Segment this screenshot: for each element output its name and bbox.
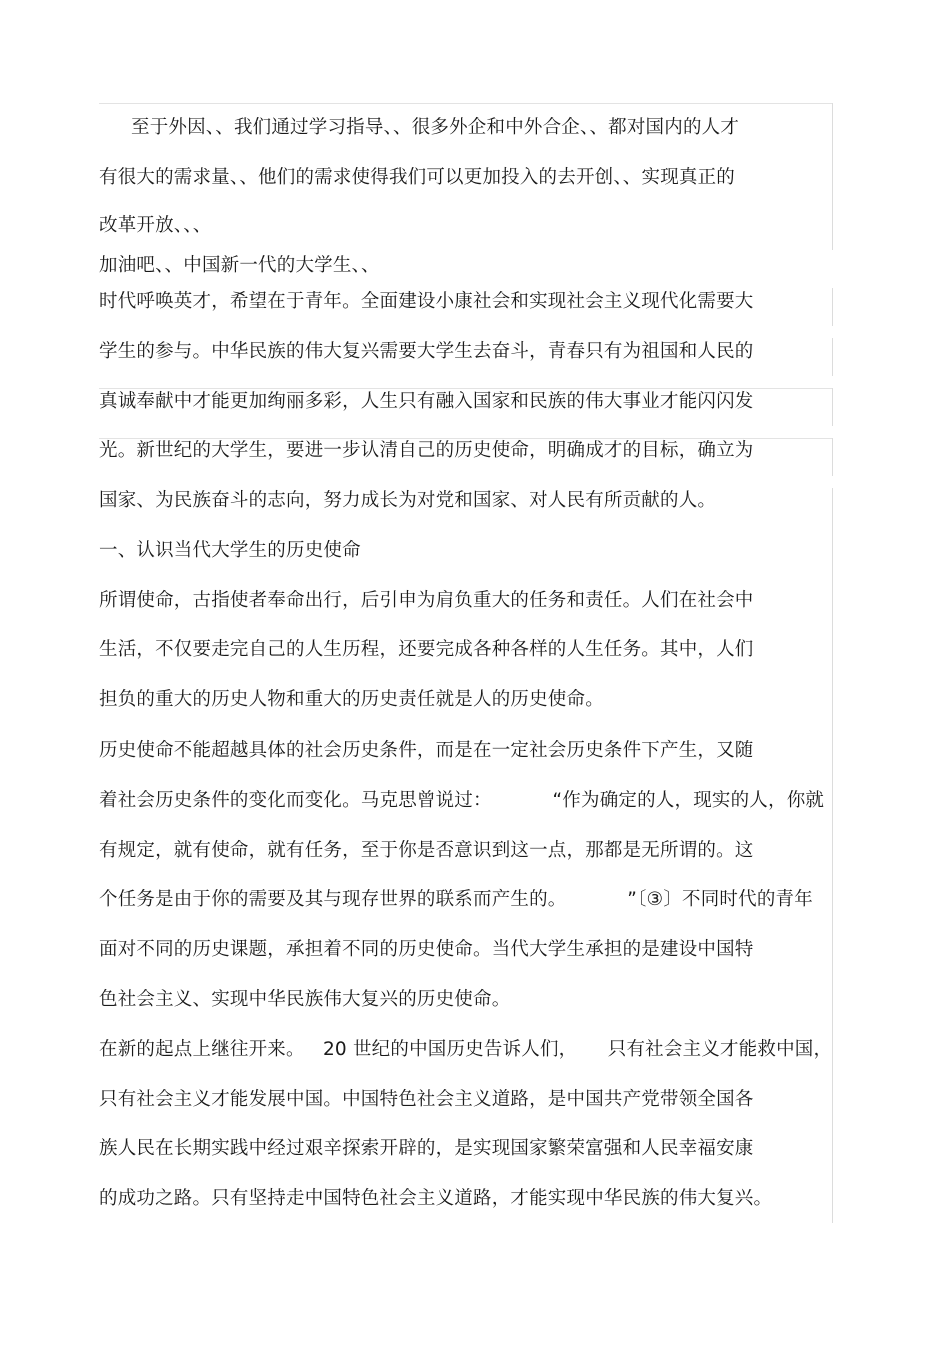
right-rule-2 [832,288,833,326]
paragraph-line-1: 至于外因、、我们通过学习指导、、很多外企和中外合企、、都对国内的人才 [131,117,740,138]
right-rule-6 [832,488,833,1223]
paragraph-line-23: 的成功之路。只有坚持走中国特色社会主义道路，才能实现中华民族的伟大复兴。 [99,1188,773,1209]
mid-rule-1 [99,388,833,389]
paragraph-line-19: 色社会主义、实现中华民族伟大复兴的历史使命。 [99,989,511,1010]
paragraph-line-22: 族人民在长期实践中经过艰辛探索开辟的，是实现国家繁荣富强和人民幸福安康 [99,1138,754,1159]
paragraph-line-2: 有很大的需求量、、他们的需求使得我们可以更加投入的去开创、、实现真正的 [99,167,736,188]
paragraph-line-18: 面对不同的历史课题，承担着不同的历史使命。当代大学生承担的是建设中国特 [99,939,754,960]
paragraph-line-15: 着社会历史条件的变化而变化。马克思曾说过： “作为确定的人，现实的人，你就 [99,790,825,811]
paragraph-line-20: 在新的起点上继往开来。 20 世纪的中国历史告诉人们， 只有社会主义才能救中国， [99,1039,833,1060]
paragraph-line-4: 加油吧、、中国新一代的大学生、、 [99,255,380,276]
right-rule-1 [832,103,833,250]
right-rule-5 [832,438,833,476]
paragraph-line-14: 历史使命不能超越具体的社会历史条件，而是在一定社会历史条件下产生，又随 [99,740,754,761]
paragraph-line-11: 所谓使命，古指使者奉命出行，后引申为肩负重大的任务和责任。人们在社会中 [99,590,754,611]
right-rule-4 [832,388,833,426]
paragraph-line-6: 学生的参与。中华民族的伟大复兴需要大学生去奋斗，青春只有为祖国和人民的 [99,341,754,362]
paragraph-line-12: 生活，不仅要走完自己的人生历程，还要完成各种各样的人生任务。其中，人们 [99,639,754,660]
paragraph-line-5: 时代呼唤英才，希望在于青年。全面建设小康社会和实现社会主义现代化需要大 [99,291,754,312]
paragraph-line-13: 担负的重大的历史人物和重大的历史责任就是人的历史使命。 [99,689,604,710]
paragraph-line-3: 改革开放、、、 [99,215,212,236]
paragraph-line-17: 个任务是由于你的需要及其与现存世界的联系而产生的。 ”〔③〕不同时代的青年 [99,889,813,910]
top-rule [99,103,833,104]
paragraph-line-9: 国家、为民族奋斗的志向，努力成长为对党和国家、对人民有所贡献的人。 [99,490,717,511]
paragraph-line-21: 只有社会主义才能发展中国。中国特色社会主义道路，是中国共产党带领全国各 [99,1089,754,1110]
paragraph-line-16: 有规定，就有使命，就有任务，至于你是否意识到这一点，那都是无所谓的。这 [99,840,754,861]
paragraph-line-8: 光。新世纪的大学生，要进一步认清自己的历史使命，明确成才的目标，确立为 [99,440,754,461]
right-rule-3 [832,338,833,376]
paragraph-line-7: 真诚奉献中才能更加绚丽多彩，人生只有融入国家和民族的伟大事业才能闪闪发 [99,391,754,412]
section-heading: 一、认识当代大学生的历史使命 [99,540,361,561]
